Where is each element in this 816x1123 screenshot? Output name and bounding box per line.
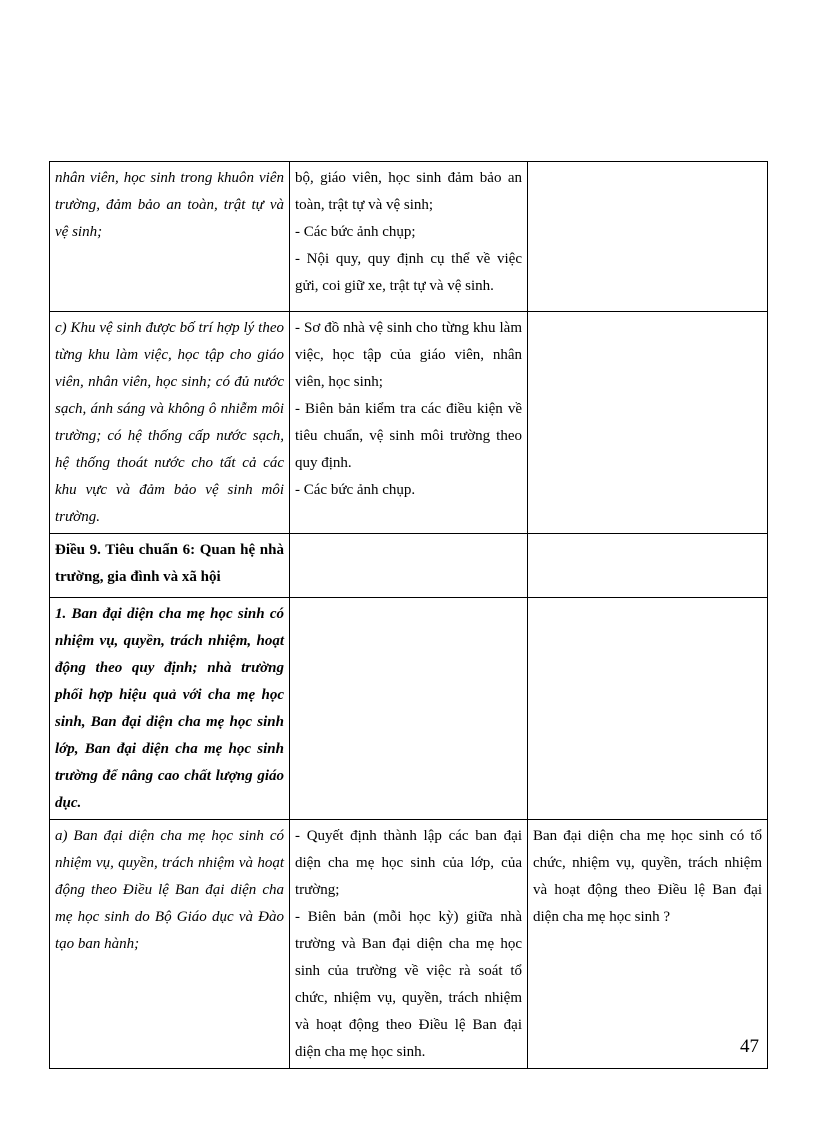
criteria-table bbox=[49, 161, 768, 1069]
criterion-cell: c) Khu vệ sinh được bố trí hợp lý theo từng khu làm việc, học tập cho giáo viên, nhân viên, học sinh; có đủ nước sạch, ánh sáng và không ô nhiễm môi trường; có hệ thống cấp nước sạch, hệ thống thoát nước cho tất cả các khu vực và đảm bảo vệ sinh môi trường. bbox=[50, 312, 290, 534]
evidence-line: - Quyết định thành lập các ban đại diện cha mẹ học sinh của lớp, của trường; bbox=[295, 828, 522, 898]
table-row bbox=[50, 534, 768, 598]
evidence-line: - Các bức ảnh chụp; bbox=[295, 224, 416, 240]
evidence-cell bbox=[290, 820, 528, 1069]
criterion-cell: nhân viên, học sinh trong khuôn viên trường, đảm bảo an toàn, trật tự và vệ sinh; bbox=[50, 162, 290, 312]
evidence-line: - Sơ đồ nhà vệ sinh cho từng khu làm việc, học tập của giáo viên, nhân viên, học sinh; bbox=[295, 320, 522, 390]
assessment-cell bbox=[528, 534, 768, 598]
evidence-cell bbox=[290, 162, 528, 312]
table-row bbox=[50, 598, 768, 820]
assessment-cell: Ban đại diện cha mẹ học sinh có tổ chức, nhiệm vụ, quyền, trách nhiệm và hoạt động theo Điều lệ Ban đại diện cha mẹ học sinh ? bbox=[528, 820, 768, 1069]
table-row bbox=[50, 162, 768, 312]
evidence-cell bbox=[290, 312, 528, 534]
assessment-cell bbox=[528, 598, 768, 820]
evidence-line: bộ, giáo viên, học sinh đảm bảo an toàn, trật tự và vệ sinh; bbox=[295, 170, 522, 213]
table-row bbox=[50, 820, 768, 1069]
evidence-line: - Các bức ảnh chụp. bbox=[295, 482, 416, 498]
evidence-line: - Biên bản (mỗi học kỳ) giữa nhà trường và Ban đại diện cha mẹ học sinh của trường về việc rà soát tổ chức, nhiệm vụ, quyền, trách nhiệm và hoạt động theo Điều lệ Ban đại diện cha mẹ học sinh. bbox=[295, 909, 522, 1060]
page-number: 47 bbox=[740, 1036, 759, 1057]
assessment-cell bbox=[528, 312, 768, 534]
standard-heading-cell: 1. Ban đại diện cha mẹ học sinh có nhiệm vụ, quyền, trách nhiệm, hoạt động theo quy định; nhà trường phối hợp hiệu quả với cha mẹ học sinh, Ban đại diện cha mẹ học sinh lớp, Ban đại diện cha mẹ học sinh trường để nâng cao chất lượng giáo dục. bbox=[50, 598, 290, 820]
evidence-cell bbox=[290, 534, 528, 598]
assessment-cell bbox=[528, 162, 768, 312]
section-heading-cell: Điều 9. Tiêu chuẩn 6: Quan hệ nhà trường, gia đình và xã hội bbox=[50, 534, 290, 598]
evidence-cell bbox=[290, 598, 528, 820]
table-row bbox=[50, 312, 768, 534]
criterion-cell: a) Ban đại diện cha mẹ học sinh có nhiệm vụ, quyền, trách nhiệm và hoạt động theo Điều lệ Ban đại diện cha mẹ học sinh do Bộ Giáo dục và Đào tạo ban hành; bbox=[50, 820, 290, 1069]
evidence-line: - Nội quy, quy định cụ thể về việc gửi, coi giữ xe, trật tự và vệ sinh. bbox=[295, 251, 522, 294]
evidence-line: - Biên bản kiểm tra các điều kiện về tiêu chuẩn, vệ sinh môi trường theo quy định. bbox=[295, 401, 522, 471]
